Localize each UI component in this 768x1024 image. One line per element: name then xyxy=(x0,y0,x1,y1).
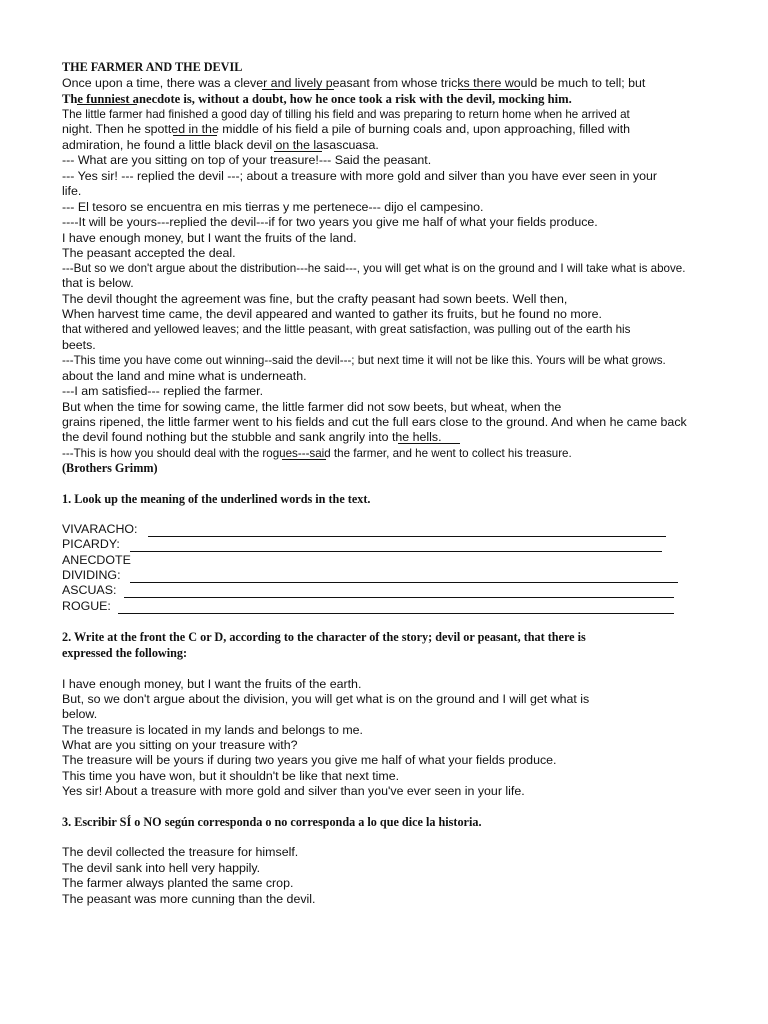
q2-statement: The treasure is located in my lands and belongs to me. xyxy=(62,723,363,737)
story-line: The peasant accepted the deal. xyxy=(62,246,236,260)
q3-heading: 3. Escribir SÍ o NO según corresponda o no corresponda a lo que dice la historia. xyxy=(62,815,482,829)
word-underline xyxy=(458,89,520,90)
q1-item-label: DIVIDING: xyxy=(62,568,121,582)
story-line: that is below. xyxy=(62,276,134,290)
story-line: --- Yes sir! --- replied the devil ---; about a treasure with more gold and silver than you have ever seen in your xyxy=(62,169,658,183)
q1-heading: 1. Look up the meaning of the underlined words in the text. xyxy=(62,492,371,506)
q2-statement: But, so we don't argue about the division, you will get what is on the ground and I will get what is xyxy=(62,692,590,706)
story-line: The devil thought the agreement was fine, but the crafty peasant had sown beets. Well then, xyxy=(62,292,568,306)
q1-answer-line[interactable] xyxy=(130,582,678,583)
story-line: life. xyxy=(62,184,82,198)
story-line: ---But so we don't argue about the distribution---he said---, you will get what is on the ground and I will take what is above. xyxy=(62,262,686,275)
story-line: that withered and yellowed leaves; and the little peasant, with great satisfaction, was pulling out of the earth his xyxy=(62,323,631,336)
q1-answer-line[interactable] xyxy=(130,551,662,552)
q2-statement: The treasure will be yours if during two years you give me half of what your fields produce. xyxy=(62,753,557,767)
story-title: THE FARMER AND THE DEVIL xyxy=(62,60,243,74)
story-line: --- El tesoro se encuentra en mis tierras y me pertenece--- dijo el campesino. xyxy=(62,200,484,214)
q3-statement: The farmer always planted the same crop. xyxy=(62,876,294,890)
q3-statement: The devil collected the treasure for himself. xyxy=(62,845,299,859)
story-line: ---This is how you should deal with the rogues---said the farmer, and he went to collect his treasure. xyxy=(62,447,572,460)
story-line: ----It will be yours---replied the devil---if for two years you give me half of what your fields produce. xyxy=(62,215,598,229)
word-underline xyxy=(282,459,326,460)
q2-statement: This time you have won, but it shouldn't be like that next time. xyxy=(62,769,400,783)
word-underline xyxy=(173,135,217,136)
story-line: I have enough money, but I want the fruits of the land. xyxy=(62,231,357,245)
story-line: When harvest time came, the devil appeared and wanted to gather its fruits, but he found no more. xyxy=(62,307,602,321)
story-line: beets. xyxy=(62,338,96,352)
q2-statement: What are you sitting on your treasure with? xyxy=(62,738,298,752)
q1-item-label: ROGUE: xyxy=(62,599,111,613)
q2-heading: expressed the following: xyxy=(62,646,188,660)
q1-answer-line[interactable] xyxy=(124,597,674,598)
story-line: The little farmer had finished a good day of tilling his field and was preparing to return home when he arrived at xyxy=(62,108,630,121)
story-line: The funniest anecdote is, without a doubt, how he once took a risk with the devil, mocking him. xyxy=(62,92,572,106)
story-line: grains ripened, the little farmer went to his fields and cut the full ears close to the ground. And when he came back xyxy=(62,415,687,429)
q2-statement: Yes sir! About a treasure with more gold and silver than you've ever seen in your life. xyxy=(62,784,525,798)
story-line: night. Then he spotted in the middle of his field a pile of burning coals and, upon approaching, filled with xyxy=(62,122,631,136)
q2-statement: below. xyxy=(62,707,98,721)
word-underline xyxy=(398,443,460,444)
q3-statement: The devil sank into hell very happily. xyxy=(62,861,261,875)
word-underline xyxy=(274,151,322,152)
story-line: But when the time for sowing came, the little farmer did not sow beets, but wheat, when the xyxy=(62,400,562,414)
story-author: (Brothers Grimm) xyxy=(62,461,158,475)
q1-item-label: ASCUAS: xyxy=(62,583,117,597)
q1-answer-line[interactable] xyxy=(118,613,674,614)
q2-heading: 2. Write at the front the C or D, according to the character of the story; devil or peasant, that there is xyxy=(62,630,586,644)
q3-statement: The peasant was more cunning than the devil. xyxy=(62,892,316,906)
q1-answer-line[interactable] xyxy=(148,536,666,537)
q2-statement: I have enough money, but I want the fruits of the earth. xyxy=(62,677,362,691)
q1-item-label: ANECDOTE xyxy=(62,553,131,567)
story-line: ---I am satisfied--- replied the farmer. xyxy=(62,384,264,398)
story-line: the devil found nothing but the stubble and sank angrily into the hells. xyxy=(62,430,442,444)
story-line: about the land and mine what is underneath. xyxy=(62,369,307,383)
story-line: --- What are you sitting on top of your treasure!--- Said the peasant. xyxy=(62,153,432,167)
story-line: admiration, he found a little black devil on the lasascuasa. xyxy=(62,138,379,152)
word-underline xyxy=(77,104,137,105)
q1-item-label: VIVARACHO: xyxy=(62,522,138,536)
q1-item-label: PICARDY: xyxy=(62,537,120,551)
story-line: ---This time you have come out winning--said the devil---; but next time it will not be like this. Yours will be what grows. xyxy=(62,354,666,367)
story-line: Once upon a time, there was a clever and lively peasant from whose tricks there would be much to tell; but xyxy=(62,76,646,90)
word-underline xyxy=(262,89,334,90)
